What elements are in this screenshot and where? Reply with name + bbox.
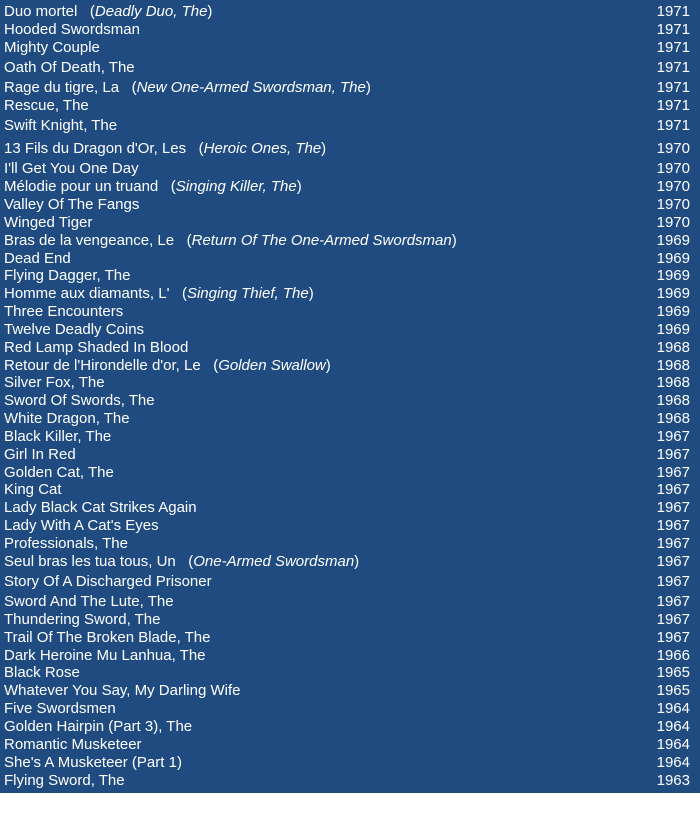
film-title [4, 754, 182, 772]
film-main-title: Romantic Musketeer [4, 736, 142, 753]
film-main-title: White Dragon, The [4, 410, 130, 427]
film-row [0, 39, 700, 57]
film-title [4, 3, 212, 21]
film-main-title: Hooded Swordsman [4, 21, 140, 38]
alt-title-open-paren: ( [200, 357, 219, 374]
film-row [0, 410, 700, 428]
film-main-title: Seul bras les tua tous, Un [4, 553, 176, 570]
film-main-title: Twelve Deadly Coins [4, 321, 145, 338]
film-main-title: Professionals, The [4, 535, 128, 552]
film-row [0, 736, 700, 754]
film-year: 1968 [656, 374, 690, 391]
film-alt-title: Return Of The One-Armed Swordsman [191, 232, 452, 249]
film-title [4, 285, 314, 303]
film-row [0, 321, 700, 339]
film-title [4, 357, 331, 375]
film-title [4, 481, 62, 499]
film-main-title: Homme aux diamants, L' [4, 285, 170, 302]
film-title [4, 196, 139, 214]
film-row [0, 3, 700, 21]
film-row [0, 718, 700, 736]
film-year: 1967 [656, 535, 690, 552]
film-title [4, 647, 206, 665]
film-row [0, 629, 700, 647]
film-main-title: Swift Knight, The [4, 117, 118, 134]
film-main-title: Three Encounters [4, 303, 124, 320]
film-main-title: Red Lamp Shaded In Blood [4, 339, 189, 356]
film-title [4, 214, 92, 232]
film-title [4, 772, 125, 790]
film-alt-title: Golden Swallow [218, 357, 326, 374]
alt-title-open-paren: ( [119, 79, 137, 96]
alt-title-close-paren: ) [451, 232, 457, 249]
film-title [4, 446, 76, 464]
film-row [0, 464, 700, 482]
film-year: 1971 [656, 117, 690, 134]
film-main-title: Sword Of Swords, The [4, 392, 155, 409]
film-year: 1968 [656, 339, 690, 356]
film-title [4, 117, 117, 135]
film-year: 1964 [656, 736, 690, 753]
film-main-title: Duo mortel [4, 3, 78, 20]
film-main-title: Five Swordsmen [4, 700, 116, 717]
film-title [4, 464, 114, 482]
film-alt-title: Singing Killer, The [175, 178, 297, 195]
page-background [0, 793, 700, 832]
film-year: 1964 [656, 718, 690, 735]
film-row [0, 553, 700, 571]
film-main-title: Sword And The Lute, The [4, 593, 174, 610]
film-year: 1971 [656, 39, 690, 56]
film-main-title: Lady With A Cat's Eyes [4, 517, 159, 534]
film-title [4, 736, 142, 754]
film-title [4, 339, 188, 357]
film-main-title: Thundering Sword, The [4, 611, 161, 628]
film-year: 1967 [656, 446, 690, 463]
film-title [4, 499, 197, 517]
film-row [0, 140, 700, 158]
film-title [4, 593, 174, 611]
film-title [4, 410, 130, 428]
film-row [0, 250, 700, 268]
alt-title-open-paren: ( [175, 553, 194, 570]
film-year: 1969 [656, 321, 690, 338]
film-alt-title: New One-Armed Swordsman, The [136, 79, 366, 96]
film-main-title: Silver Fox, The [4, 374, 105, 391]
alt-title-close-paren: ) [207, 3, 213, 20]
film-year: 1970 [656, 160, 690, 177]
film-year: 1970 [656, 140, 690, 157]
film-row [0, 303, 700, 321]
film-year: 1970 [656, 196, 690, 213]
film-year: 1967 [656, 464, 690, 481]
film-row [0, 97, 700, 115]
film-main-title: She's A Musketeer (Part 1) [4, 754, 182, 771]
alt-title-open-paren: ( [174, 232, 192, 249]
alt-title-close-paren: ) [365, 79, 371, 96]
film-main-title: Trail Of The Broken Blade, The [4, 629, 211, 646]
film-title [4, 321, 144, 339]
film-row [0, 285, 700, 303]
film-alt-title: Singing Thief, The [186, 285, 309, 302]
film-title [4, 664, 80, 682]
film-row [0, 481, 700, 499]
film-main-title: Retour de l'Hirondelle d'or, Le [4, 357, 201, 374]
film-year: 1971 [656, 21, 690, 38]
film-year: 1967 [656, 428, 690, 445]
film-title [4, 267, 130, 285]
film-title [4, 700, 116, 718]
film-year: 1969 [656, 250, 690, 267]
film-title [4, 178, 302, 196]
film-row [0, 682, 700, 700]
film-year: 1967 [656, 593, 690, 610]
film-row [0, 593, 700, 611]
film-title [4, 140, 326, 158]
film-title [4, 39, 100, 57]
film-title [4, 160, 139, 178]
film-title [4, 59, 135, 77]
film-row [0, 196, 700, 214]
film-year: 1966 [656, 647, 690, 664]
film-year: 1967 [656, 499, 690, 516]
film-title [4, 517, 159, 535]
film-main-title: I'll Get You One Day [4, 160, 139, 177]
film-row [0, 499, 700, 517]
film-main-title: Flying Dagger, The [4, 267, 131, 284]
film-main-title: Golden Hairpin (Part 3), The [4, 718, 193, 735]
film-row [0, 754, 700, 772]
alt-title-close-paren: ) [296, 178, 302, 195]
alt-title-open-paren: ( [77, 3, 95, 20]
film-row [0, 357, 700, 375]
film-main-title: Oath Of Death, The [4, 59, 135, 76]
film-row [0, 21, 700, 39]
film-year: 1970 [656, 178, 690, 195]
film-title [4, 428, 111, 446]
film-year: 1968 [656, 357, 690, 374]
film-year: 1971 [656, 59, 690, 76]
film-row [0, 446, 700, 464]
film-year: 1967 [656, 553, 690, 570]
film-row [0, 392, 700, 410]
alt-title-close-paren: ) [354, 553, 360, 570]
film-title [4, 374, 105, 392]
film-main-title: 13 Fils du Dragon d'Or, Les [4, 140, 187, 157]
film-main-title: Black Rose [4, 664, 80, 681]
film-main-title: Rescue, The [4, 97, 89, 114]
film-title [4, 303, 123, 321]
film-main-title: Mighty Couple [4, 39, 100, 56]
film-row [0, 232, 700, 250]
film-title [4, 392, 155, 410]
film-row [0, 772, 700, 790]
film-row [0, 573, 700, 591]
film-year: 1965 [656, 664, 690, 681]
film-main-title: Flying Sword, The [4, 772, 125, 789]
film-year: 1969 [656, 267, 690, 284]
alt-title-close-paren: ) [321, 140, 327, 157]
film-row [0, 428, 700, 446]
film-title [4, 553, 359, 571]
film-main-title: Dark Heroine Mu Lanhua, The [4, 647, 206, 664]
film-year: 1971 [656, 79, 690, 96]
film-row [0, 517, 700, 535]
film-row [0, 535, 700, 553]
film-year: 1968 [656, 392, 690, 409]
film-year: 1967 [656, 481, 690, 498]
film-main-title: Mélodie pour un truand [4, 178, 159, 195]
film-main-title: Dead End [4, 250, 71, 267]
film-title [4, 629, 211, 647]
film-row [0, 664, 700, 682]
film-title [4, 21, 140, 39]
film-year: 1971 [656, 97, 690, 114]
alt-title-open-paren: ( [186, 140, 204, 157]
film-row [0, 700, 700, 718]
film-main-title: Golden Cat, The [4, 464, 114, 481]
alt-title-open-paren: ( [158, 178, 176, 195]
film-year: 1969 [656, 285, 690, 302]
film-row [0, 611, 700, 629]
film-row [0, 647, 700, 665]
film-main-title: Lady Black Cat Strikes Again [4, 499, 197, 516]
film-year: 1969 [656, 232, 690, 249]
film-main-title: Bras de la vengeance, Le [4, 232, 175, 249]
film-row [0, 339, 700, 357]
film-row [0, 117, 700, 135]
film-main-title: Black Killer, The [4, 428, 112, 445]
film-main-title: King Cat [4, 481, 62, 498]
alt-title-close-paren: ) [325, 357, 331, 374]
film-row [0, 267, 700, 285]
film-year: 1965 [656, 682, 690, 699]
film-alt-title: Heroic Ones, The [203, 140, 322, 157]
film-main-title: Winged Tiger [4, 214, 93, 231]
film-year: 1968 [656, 410, 690, 427]
film-title [4, 718, 192, 736]
film-main-title: Girl In Red [4, 446, 76, 463]
film-year: 1969 [656, 303, 690, 320]
film-row [0, 160, 700, 178]
film-main-title: Valley Of The Fangs [4, 196, 140, 213]
film-year: 1964 [656, 754, 690, 771]
film-year: 1963 [656, 772, 690, 789]
film-row [0, 79, 700, 97]
film-year: 1971 [656, 3, 690, 20]
film-row [0, 178, 700, 196]
film-year: 1967 [656, 517, 690, 534]
film-title [4, 97, 89, 115]
film-row [0, 214, 700, 232]
film-year: 1967 [656, 629, 690, 646]
alt-title-close-paren: ) [308, 285, 314, 302]
film-title [4, 611, 160, 629]
film-title [4, 682, 240, 700]
film-year: 1967 [656, 573, 690, 590]
film-title [4, 250, 71, 268]
film-title [4, 79, 371, 97]
film-row [0, 374, 700, 392]
film-title [4, 535, 128, 553]
alt-title-open-paren: ( [169, 285, 187, 302]
film-main-title: Story Of A Discharged Prisoner [4, 573, 212, 590]
film-main-title: Whatever You Say, My Darling Wife [4, 682, 241, 699]
film-year: 1964 [656, 700, 690, 717]
film-title [4, 573, 212, 591]
film-row [0, 59, 700, 77]
film-year: 1967 [656, 611, 690, 628]
film-main-title: Rage du tigre, La [4, 79, 120, 96]
film-alt-title: Deadly Duo, The [94, 3, 208, 20]
film-title [4, 232, 457, 250]
film-year: 1970 [656, 214, 690, 231]
film-alt-title: One-Armed Swordsman [193, 553, 355, 570]
